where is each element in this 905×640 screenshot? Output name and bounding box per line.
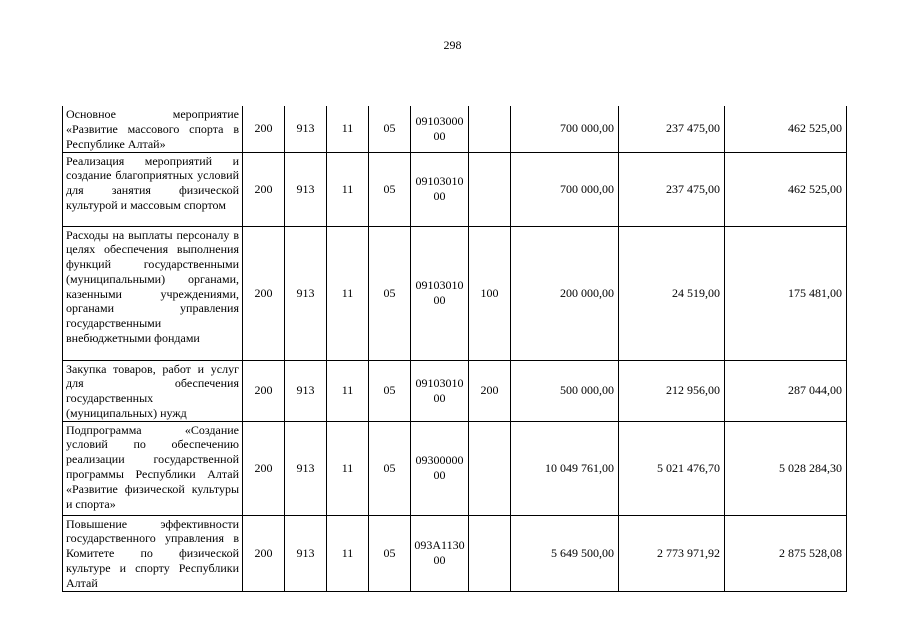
razdel-code: 11 — [327, 106, 369, 152]
ministry-code: 913 — [285, 360, 327, 421]
row-name: Реализация мероприятий и создание благоприятных условий для занятия физической культурой и массовым спортом — [63, 152, 243, 226]
ministry-code: 913 — [285, 106, 327, 152]
expense-type-code: 100 — [469, 226, 511, 360]
row-name: Основное мероприятие «Развитие массового спорта в Республике Алтай» — [63, 106, 243, 152]
podrazdel-code: 05 — [369, 360, 411, 421]
target-article-code: 0930000000 — [411, 421, 469, 515]
amount-plan: 700 000,00 — [511, 152, 619, 226]
razdel-code: 11 — [327, 152, 369, 226]
page-number: 298 — [443, 38, 462, 52]
amount-rest: 462 525,00 — [725, 152, 847, 226]
target-article-code: 0910301000 — [411, 360, 469, 421]
expense-type-code — [469, 106, 511, 152]
table-row — [63, 106, 847, 152]
amount-plan: 700 000,00 — [511, 106, 619, 152]
razdel-code: 11 — [327, 515, 369, 591]
amount-plan: 5 649 500,00 — [511, 515, 619, 591]
amount-plan: 500 000,00 — [511, 360, 619, 421]
ministry-code: 913 — [285, 226, 327, 360]
grbs-code: 200 — [243, 421, 285, 515]
budget-table — [62, 106, 847, 592]
amount-rest: 287 044,00 — [725, 360, 847, 421]
amount-plan: 10 049 761,00 — [511, 421, 619, 515]
podrazdel-code: 05 — [369, 152, 411, 226]
ministry-code: 913 — [285, 515, 327, 591]
amount-rest: 2 875 528,08 — [725, 515, 847, 591]
target-article-code: 0910301000 — [411, 152, 469, 226]
amount-spent: 237 475,00 — [619, 106, 725, 152]
grbs-code: 200 — [243, 106, 285, 152]
expense-type-code — [469, 515, 511, 591]
grbs-code: 200 — [243, 515, 285, 591]
podrazdel-code: 05 — [369, 106, 411, 152]
amount-spent: 24 519,00 — [619, 226, 725, 360]
amount-spent: 5 021 476,70 — [619, 421, 725, 515]
table-row — [63, 515, 847, 591]
podrazdel-code: 05 — [369, 421, 411, 515]
table-row — [63, 152, 847, 226]
row-name: Закупка товаров, работ и услуг для обеспечения государственных (муниципальных) нужд — [63, 360, 243, 421]
razdel-code: 11 — [327, 360, 369, 421]
expense-type-code — [469, 421, 511, 515]
grbs-code: 200 — [243, 360, 285, 421]
row-name: Подпрограмма «Создание условий по обеспечению реализации государственной программы Республики Алтай «Развитие физической культуры и спорта» — [63, 421, 243, 515]
grbs-code: 200 — [243, 226, 285, 360]
amount-spent: 212 956,00 — [619, 360, 725, 421]
ministry-code: 913 — [285, 152, 327, 226]
table-row — [63, 226, 847, 360]
ministry-code: 913 — [285, 421, 327, 515]
razdel-code: 11 — [327, 421, 369, 515]
row-name: Повышение эффективности государственного управления в Комитете по физической культуре и спорту Республики Алтай — [63, 515, 243, 591]
target-article-code: 0910300000 — [411, 106, 469, 152]
table-row — [63, 421, 847, 515]
razdel-code: 11 — [327, 226, 369, 360]
grbs-code: 200 — [243, 152, 285, 226]
amount-rest: 462 525,00 — [725, 106, 847, 152]
amount-rest: 5 028 284,30 — [725, 421, 847, 515]
table-row — [63, 360, 847, 421]
amount-spent: 237 475,00 — [619, 152, 725, 226]
target-article-code: 093А113000 — [411, 515, 469, 591]
table-body — [63, 106, 847, 591]
target-article-code: 0910301000 — [411, 226, 469, 360]
expense-type-code: 200 — [469, 360, 511, 421]
podrazdel-code: 05 — [369, 226, 411, 360]
podrazdel-code: 05 — [369, 515, 411, 591]
amount-spent: 2 773 971,92 — [619, 515, 725, 591]
amount-rest: 175 481,00 — [725, 226, 847, 360]
expense-type-code — [469, 152, 511, 226]
row-name: Расходы на выплаты персоналу в целях обеспечения выполнения функций государственными (муниципальными) органами, казенными учреждениями, органами управления государственными внебюджетными фондами — [63, 226, 243, 360]
amount-plan: 200 000,00 — [511, 226, 619, 360]
